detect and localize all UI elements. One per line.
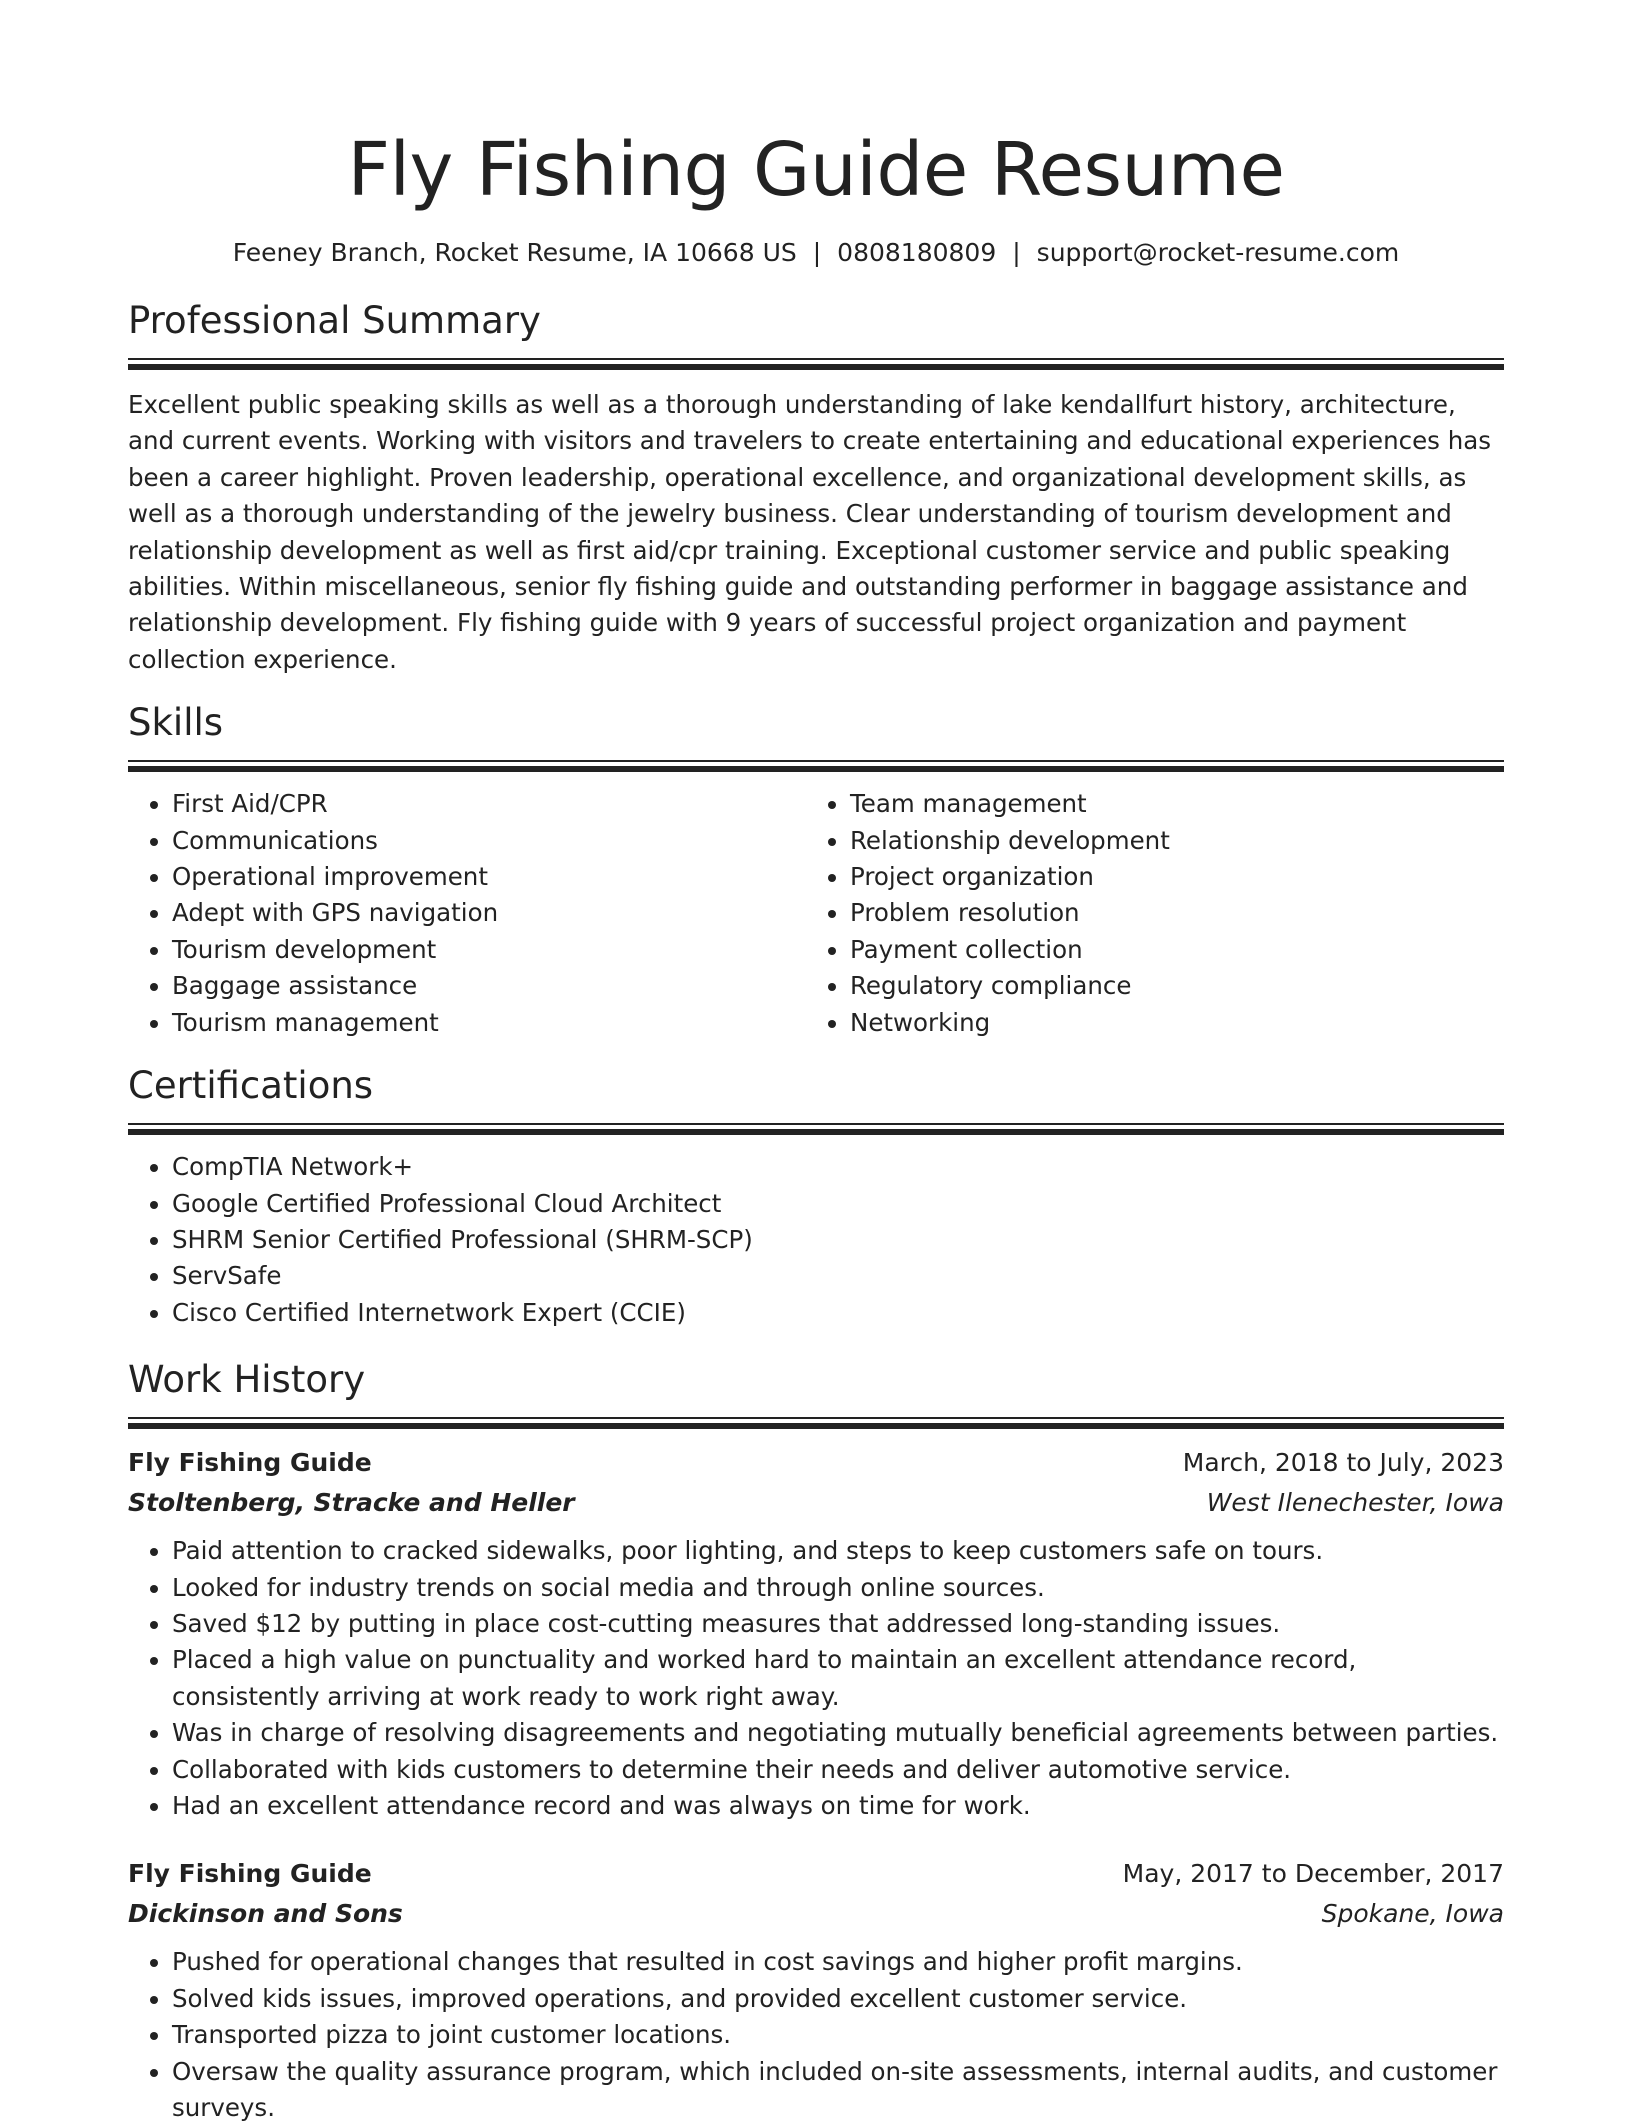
skill-item: • Project organization [850, 859, 1484, 895]
job-duty-item: • Placed a high value on punctuality and worked hard to maintain an excellent attendance record, consistently arriving at work ready to work right away. [172, 1642, 1504, 1715]
contact-email: support@rocket-resume.com [1036, 238, 1400, 267]
section-heading-certifications: Certifications [128, 1064, 374, 1108]
contact-separator: | [812, 238, 822, 267]
job-duty-item: • Paid attention to cracked sidewalks, poor lighting, and steps to keep customers safe on tours. [172, 1533, 1504, 1569]
summary-text: Excellent public speaking skills as well as a thorough understanding of lake kendallfurt history, architecture, and current events. Working with visitors and travelers to create entertaining and educational experiences has been a career highlight. Proven leadership, operational excellence, and organizational development skills, as well as a thorough understanding of the jewelry business. Clear understanding of tourism development and relationship development as well as first aid/cpr training. Exceptional customer service and public speaking abilities. Within miscellaneous, senior fly fishing guide and outstanding performer in baggage assistance and relationship development. Fly fishing guide with 9 years of successful project organization and payment collection experience. [128, 390, 1492, 674]
section-heading-work-history: Work History [128, 1358, 366, 1402]
work-history-section [128, 1357, 1504, 2126]
job-dates: March, 2018 to July, 2023 [1182, 1448, 1504, 1478]
contact-phone: 0808180809 [837, 238, 997, 267]
skill-item: • Tourism development [172, 932, 806, 968]
skill-item: • Relationship development [850, 823, 1484, 859]
skills-section [128, 700, 1504, 1041]
contact-separator: | [1012, 238, 1021, 267]
job-duty-item: • Looked for industry trends on social media and through online sources. [172, 1570, 1504, 1606]
skill-item: • Communications [172, 823, 806, 859]
skills-list-left [128, 786, 806, 1041]
skill-item: • Operational improvement [172, 859, 806, 895]
resume-title: Fly Fishing Guide Resume [347, 127, 1285, 213]
section-heading-summary: Professional Summary [128, 299, 541, 342]
section-divider [128, 760, 1504, 772]
certifications-list [128, 1149, 1504, 1331]
resume-page [128, 0, 1504, 2126]
job-title: Fly Fishing Guide [128, 1448, 372, 1478]
skills-list-right [806, 786, 1484, 1041]
job-duty-item: • Solved kids issues, improved operations, and provided excellent customer service. [172, 1981, 1504, 2017]
certifications-section [128, 1063, 1504, 1331]
job-duty-item: • Saved $12 by putting in place cost-cutting measures that addressed long-standing issues. [172, 1606, 1504, 1642]
skill-item: • Problem resolution [850, 895, 1484, 931]
summary-section [128, 298, 1504, 678]
job-duty-item: • Oversaw the quality assurance program, which included on-site assessments, internal audits, and customer surveys. [172, 2054, 1504, 2126]
job-location: Spokane, Iowa [1321, 1899, 1504, 1929]
job-header-row [128, 1854, 1504, 1894]
job-duty-item: • Collaborated with kids customers to determine their needs and deliver automotive service. [172, 1752, 1504, 1788]
skill-item: • Regulatory compliance [850, 968, 1484, 1004]
job-title: Fly Fishing Guide [128, 1859, 372, 1889]
certification-item: • SHRM Senior Certified Professional (SHRM-SCP) [172, 1222, 1504, 1258]
job-company: Dickinson and Sons [128, 1899, 403, 1929]
section-divider [128, 358, 1504, 370]
skill-item: • First Aid/CPR [172, 786, 806, 822]
skills-column-right [806, 786, 1484, 1041]
contact-line [128, 236, 1504, 270]
certification-item: • CompTIA Network+ [172, 1149, 1504, 1185]
job-duty-item: • Was in charge of resolving disagreements and negotiating mutually beneficial agreements between parties. [172, 1715, 1504, 1751]
section-divider [128, 1123, 1504, 1135]
certification-item: • Cisco Certified Internetwork Expert (CCIE) [172, 1295, 1504, 1331]
skill-item: • Networking [850, 1005, 1484, 1041]
job-subheader-row [128, 1483, 1504, 1523]
job-subheader-row [128, 1894, 1504, 1934]
job-entry [128, 1854, 1504, 2126]
contact-address: Feeney Branch, Rocket Resume, IA 10668 US [232, 238, 797, 267]
skill-item: • Baggage assistance [172, 968, 806, 1004]
skill-item: • Payment collection [850, 932, 1484, 968]
skill-item: • Team management [850, 786, 1484, 822]
job-duty-item: • Transported pizza to joint customer locations. [172, 2017, 1504, 2053]
job-entry [128, 1443, 1504, 1824]
section-divider [128, 1417, 1504, 1429]
section-heading-skills: Skills [128, 701, 224, 745]
skill-item: • Tourism management [172, 1005, 806, 1041]
skill-item: • Adept with GPS navigation [172, 895, 806, 931]
job-duties-list [128, 1533, 1504, 1824]
job-duty-item: • Pushed for operational changes that resulted in cost savings and higher profit margins. [172, 1944, 1504, 1980]
job-duty-item: • Had an excellent attendance record and was always on time for work. [172, 1788, 1504, 1824]
skills-grid [128, 786, 1504, 1041]
job-location: West Ilenechester, Iowa [1206, 1488, 1504, 1518]
job-company: Stoltenberg, Stracke and Heller [128, 1488, 575, 1518]
job-duties-list [128, 1944, 1504, 2126]
certification-item: • ServSafe [172, 1258, 1504, 1294]
certification-item: • Google Certified Professional Cloud Architect [172, 1186, 1504, 1222]
job-dates: May, 2017 to December, 2017 [1122, 1859, 1504, 1889]
skills-column-left [128, 786, 806, 1041]
job-header-row [128, 1443, 1504, 1483]
